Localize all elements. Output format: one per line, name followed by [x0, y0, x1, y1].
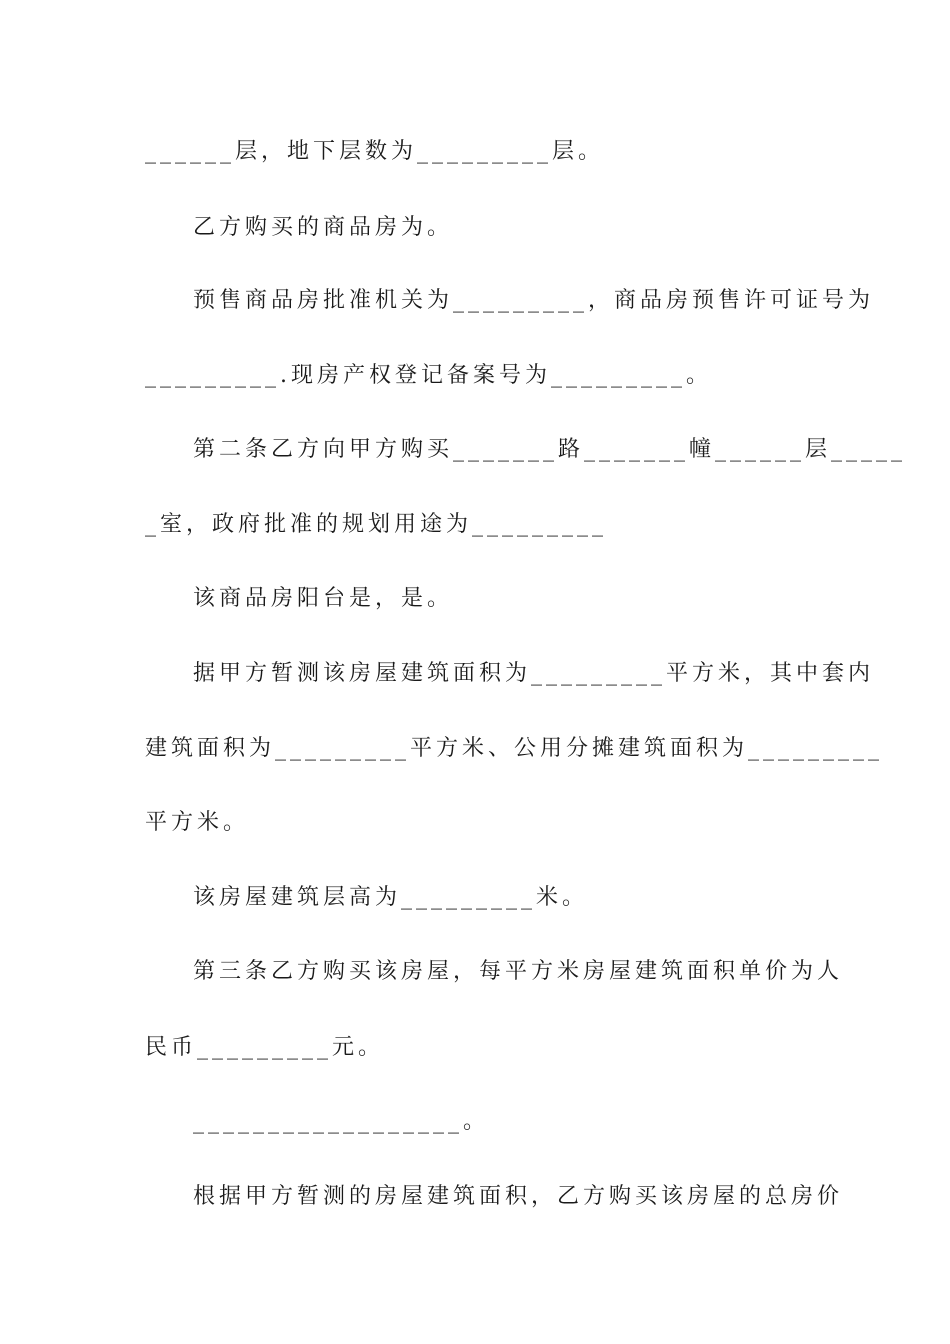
- text-line: 预售商品房批准机关为_________，商品房预售许可证号为: [193, 288, 875, 313]
- text-line: _室，政府批准的规划用途为_________: [145, 512, 608, 537]
- text-line: 根据甲方暂测的房屋建筑面积，乙方购买该房屋的总房价: [193, 1184, 844, 1209]
- text-line: ______层，地下层数为_________层。: [145, 139, 605, 164]
- text-line: 该房屋建筑层高为_________米。: [193, 885, 589, 910]
- text-line: 第二条乙方向甲方购买_______路_______幢______层_____: [193, 437, 907, 462]
- text-line: 据甲方暂测该房屋建筑面积为_________平方米，其中套内: [193, 661, 875, 686]
- text-line: _________.现房产权登记备案号为_________。: [145, 363, 712, 388]
- text-line: 乙方购买的商品房为。: [193, 215, 454, 240]
- text-line: __________________。: [193, 1109, 490, 1134]
- text-line: 第三条乙方购买该房屋，每平方米房屋建筑面积单价为人: [193, 959, 844, 984]
- text-line: 建筑面积为_________平方米、公用分摊建筑面积为_________: [145, 736, 884, 761]
- text-line: 平方米。: [145, 810, 250, 835]
- text-line: 民币_________元。: [145, 1035, 385, 1060]
- text-line: 该商品房阳台是，是。: [193, 586, 454, 611]
